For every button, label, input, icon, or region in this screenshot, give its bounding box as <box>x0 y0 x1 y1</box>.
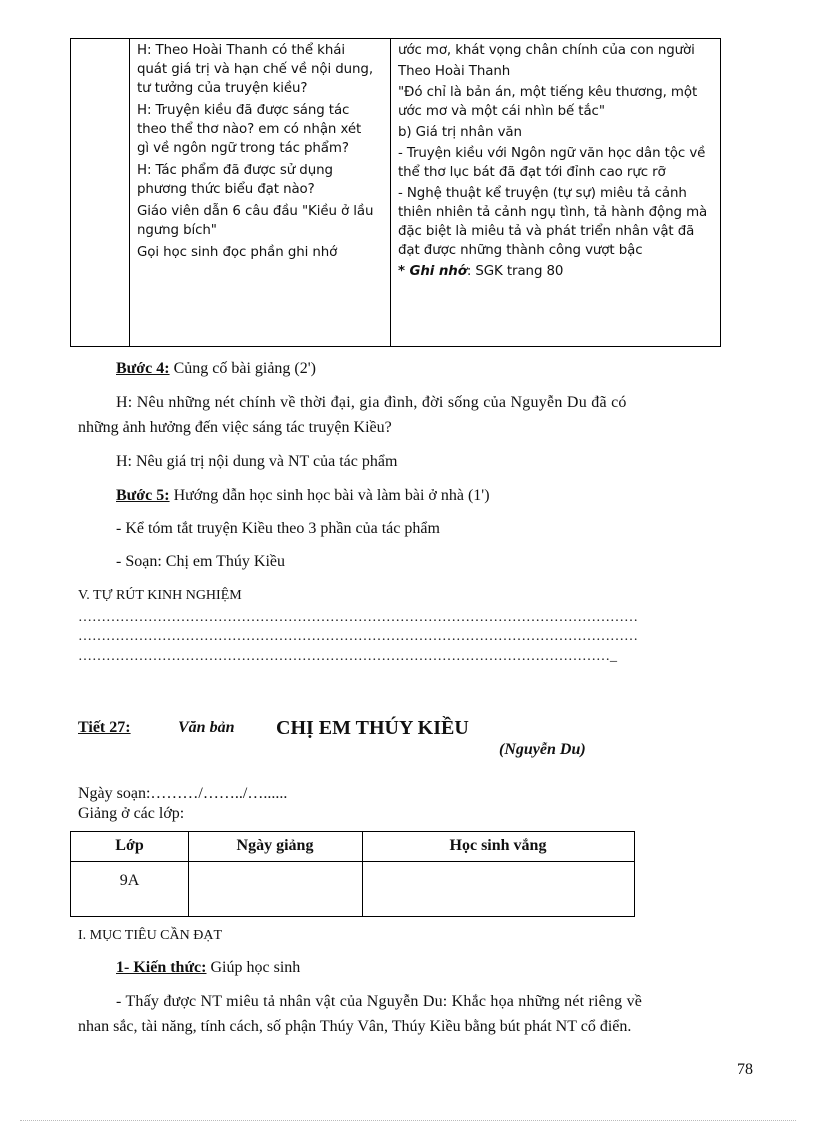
knowledge-line1: - Thấy được NT miêu tả nhân vật của Nguyễn Du: Khắc họa những nét riêng về <box>116 993 643 1010</box>
note-line <box>398 262 716 281</box>
knowledge-text: Giúp học sinh <box>206 959 301 976</box>
teacher-leads: Giáo viên dẫn 6 câu đầu "Kiều ở lầu ngưng bích" <box>137 204 374 238</box>
header-ngay-giang: Ngày giảng <box>236 837 314 854</box>
knowledge-heading <box>116 958 300 978</box>
page-number: 78 <box>737 1061 753 1078</box>
content-heading: b) Giá trị nhân văn <box>398 125 522 140</box>
table-divider <box>71 861 634 862</box>
table-divider <box>129 39 130 346</box>
question-verse-form: H: Truyện kiều đã được sáng tác theo thể thơ nào? em có nhận xét gì về ngôn ngữ trong tác phẩm? <box>137 103 362 156</box>
ngay-soan: Ngày soạn:………/……../…...... <box>78 785 288 802</box>
content-line: Theo Hoài Thanh <box>398 64 511 79</box>
cell-class-9a: 9A <box>119 872 140 889</box>
step5-label: Bước 5: <box>116 487 170 504</box>
content-line: - Truyện kiều với Ngôn ngữ văn học dân tộc về thể thơ lục bát đã đạt tới đỉnh cao rực rỡ <box>398 146 706 180</box>
header-hoc-sinh-vang: Học sinh vắng <box>449 837 547 854</box>
dotted-line: ………………………………………………………………………………………………………… <box>78 611 638 625</box>
teacher-questions-column <box>137 41 377 265</box>
table-divider <box>390 39 391 346</box>
lesson-title: CHỊ EM THÚY KIỀU <box>276 717 469 739</box>
header-lop: Lớp <box>115 837 144 854</box>
note-text: : SGK trang 80 <box>466 264 564 279</box>
class-schedule-table <box>70 831 635 917</box>
section5-title: V. TỰ RÚT KINH NGHIỆM <box>78 588 242 603</box>
content-line: - Nghệ thuật kể truyện (tự sự) miêu tả cảnh thiên nhiên tả cảnh ngụ tình, tả hành động mà đặc biệt là miêu tả và phát triển nhân vật đã đạt được những thành công vượt bậc <box>398 186 708 258</box>
step4-question1-line2: những ảnh hưởng đến việc sáng tác truyện Kiều? <box>78 419 392 436</box>
question-expression-mode: H: Tác phẩm đã được sử dụng phương thức biểu đạt nào? <box>137 163 333 197</box>
note-label: * Ghi nhớ <box>398 264 467 279</box>
call-student: Gọi học sinh đọc phần ghi nhớ <box>137 245 338 260</box>
step5-item2: - Soạn: Chị em Thúy Kiều <box>116 553 286 570</box>
dotted-line: ………………………………………………………………………………………………………… <box>78 630 638 644</box>
tiet-label: Tiết 27: <box>78 719 131 736</box>
lesson-number <box>78 718 131 738</box>
content-column <box>398 41 716 284</box>
lesson-author: (Nguyễn Du) <box>499 741 586 758</box>
page-footer-divider <box>20 1120 796 1121</box>
step4-question2: H: Nêu giá trị nội dung và NT của tác phẩm <box>116 453 398 470</box>
step4-label: Bước 4: <box>116 360 170 377</box>
dotted-line: ……………………………………………………………………………………………………_ <box>78 650 617 664</box>
step5-text: Hướng dẫn học sinh học bài và làm bài ở nhà (1') <box>169 487 490 504</box>
step5-item1: - Kể tóm tắt truyện Kiều theo 3 phần của tác phẩm <box>116 520 440 537</box>
knowledge-label: 1- Kiến thức: <box>116 959 207 976</box>
section1-title: I. MỤC TIÊU CẦN ĐẠT <box>78 928 223 943</box>
van-ban-label: Văn bản <box>178 719 235 736</box>
content-line: ước mơ, khát vọng chân chính của con người <box>398 43 695 58</box>
step4-question1-line1: H: Nêu những nét chính về thời đại, gia đình, đời sống của Nguyễn Du đã có <box>116 394 627 411</box>
knowledge-line2: nhan sắc, tài năng, tính cách, số phận Thúy Vân, Thúy Kiều bằng bút phát NT cổ điển. <box>78 1018 632 1035</box>
step5-heading <box>116 486 490 506</box>
continuation-table <box>70 38 721 347</box>
giang-o-cac-lop: Giảng ở các lớp: <box>78 805 185 822</box>
step4-text: Củng cố bài giảng (2') <box>169 360 316 377</box>
question-hoai-thanh: H: Theo Hoài Thanh có thể khái quát giá trị và hạn chế về nội dung, tư tưởng của truyện kiều? <box>137 43 373 96</box>
step4-heading <box>116 359 316 379</box>
content-quote: "Đó chỉ là bản án, một tiếng kêu thương, một ước mơ và một cái nhìn bế tắc" <box>398 85 698 119</box>
